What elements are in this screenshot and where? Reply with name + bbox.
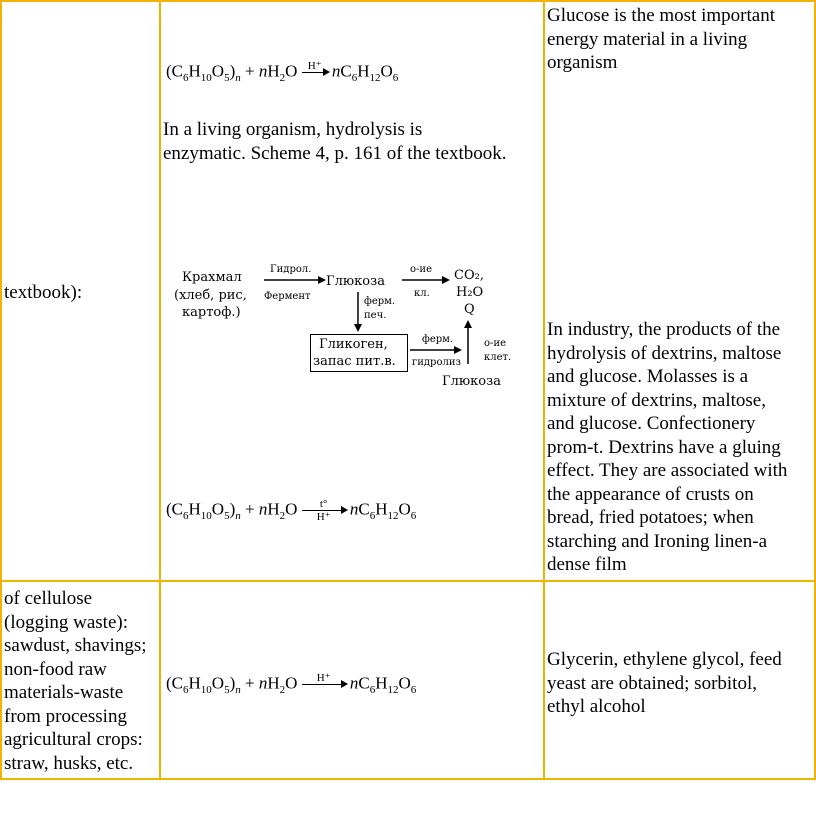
text-line: from processing [4,705,127,727]
scheme-label-hydrol: Гидрол. [270,264,312,275]
text-line: prom-t. Dextrins have a gluing [547,436,781,458]
text-line: In a living organism, hydrolysis is [163,119,423,140]
table-border-col2 [543,0,545,780]
scheme-arrow-glucose-co2 [402,276,450,284]
table-border-left [0,0,2,780]
text-line: the appearance of crusts on [547,483,754,505]
scheme-co2: CO₂, [454,268,484,283]
text-line: non-food raw [4,658,107,680]
left-cell-row2 [4,587,147,775]
text-line: of cellulose [4,588,93,609]
text-line: (logging waste): [4,611,129,633]
text-line: enzymatic. Scheme 4, p. 161 of the textbook. [163,142,507,164]
left-cell-row1-text: textbook): [4,282,83,303]
scheme-starch: Крахмал [182,270,242,285]
scheme-glucose: Глюкоза [326,274,385,289]
table-row-divider [0,580,816,582]
scheme-glucose-2: Глюкоза [442,374,501,389]
hydrolysis-formula-3: $(C_6H_{10}O_5)_n + nH_2O$ H⁺ $nC_6H_{12}O_6$ [166,672,417,696]
hydrolysis-note [163,118,507,165]
scheme-starch-sources: (хлеб, рис, [174,288,247,303]
text-line: yeast are obtained; sorbitol, [547,672,757,694]
text-line: bread, fried potatoes; when [547,507,754,528]
text-line: mixture of dextrins, maltose, [547,389,766,411]
text-line: agricultural crops: [4,729,143,750]
scheme-h2o: H₂O [456,285,484,300]
scheme-starch-sources-2: картоф.) [182,305,241,320]
text-line: effect. They are associated with [547,460,788,481]
scheme-label-oxid: о-ие [410,264,432,275]
scheme-glycogen-box [310,334,408,372]
starch-hydrolysis-scheme [170,258,530,398]
text-line: dense film [547,554,627,575]
text-line: ethyl alcohol [547,696,646,717]
text-line: organism [547,52,618,73]
text-line: In industry, the products of the [547,319,781,340]
scheme-label-oxid2: о-ие [484,338,506,349]
reaction-arrow: H⁺ [302,60,328,85]
scheme-label-pech: печ. [364,310,387,321]
scheme-glycogen: Гликоген, [319,337,388,352]
text-line: starching and Ironing linen-a [547,530,768,552]
right-cell-row1-bottom [547,318,787,577]
right-cell-row2 [547,648,782,719]
reaction-arrow: $\frac{t^\circ}{H^+}$ [302,498,346,523]
text-line: and glucose. Confectionery [547,413,756,434]
table-border-bottom [0,778,816,780]
scheme-q: Q [464,302,475,317]
scheme-arrow-starch-glucose [264,276,326,284]
text-line: hydrolysis of dextrins, maltose [547,342,782,364]
text-line: straw, husks, etc. [4,752,134,774]
table-border-top [0,0,816,2]
scheme-glycogen-reserve: запас пит.в. [313,354,396,369]
text-line: Glycerin, ethylene glycol, feed [547,649,782,670]
text-line: and glucose. Molasses is a [547,366,749,387]
hydrolysis-formula-1: $(C_6H_{10}O_5)_n + nH_2O$ H⁺ $nC_6H_{12}O_6$ [166,60,399,84]
hydrolysis-formula-2: $(C_6H_{10}O_5)_n + nH_2O$ $\frac{t^\circ}{H^+}$ $nC_6H_{12}O_6$ [166,498,417,523]
scheme-label-ferm2: ферм. [422,334,454,345]
scheme-label-ferment: Фермент [264,291,311,302]
scheme-arrow-glucose-glycogen [354,292,362,332]
text-line: energy material in a living [547,28,748,50]
scheme-arrow-glucose-oxid [464,320,472,364]
scheme-label-gidroliz: гидролиз [412,357,461,368]
scheme-label-klet: клет. [484,352,512,363]
text-line: sawdust, shavings; [4,635,147,656]
text-line: Glucose is the most important [547,5,775,26]
table-border-col1 [159,0,161,780]
scheme-label-ferm: ферм. [364,296,396,307]
text-line: materials-waste [4,682,124,703]
scheme-label-kl: кл. [414,288,430,299]
right-cell-row1-top [547,4,775,75]
reaction-arrow: H⁺ [302,672,346,697]
scheme-arrow-glycogen-glucose [410,346,462,354]
